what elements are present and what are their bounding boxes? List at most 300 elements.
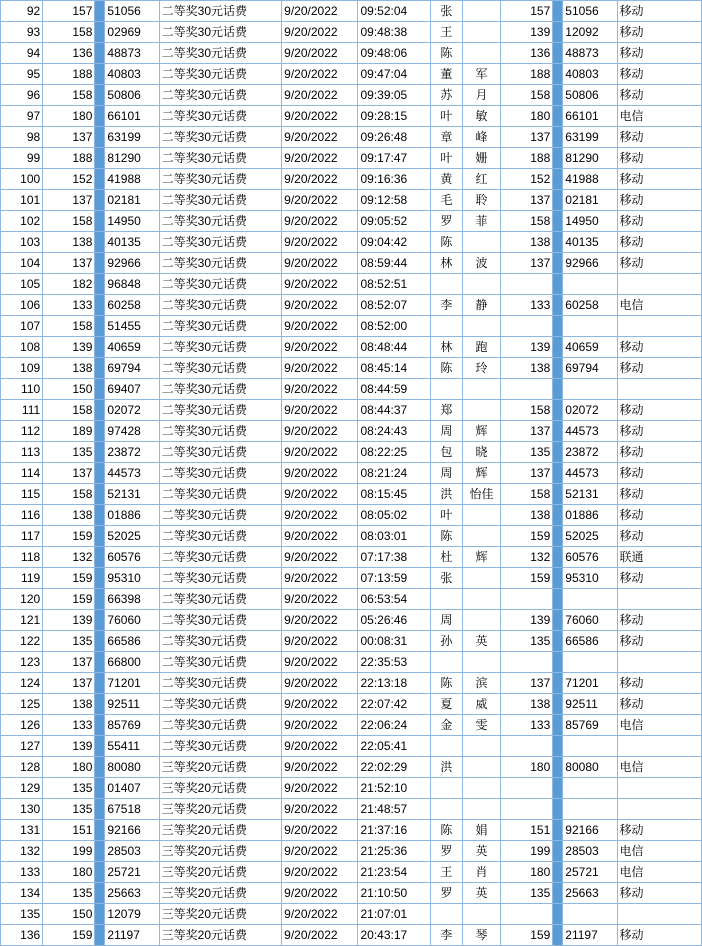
code-cell[interactable]: 25663 xyxy=(105,883,159,904)
prefix-cell[interactable]: 152 xyxy=(43,169,95,190)
row-header-cell[interactable]: 125 xyxy=(1,694,43,715)
table-row[interactable] xyxy=(1,400,702,421)
prefix-confirm-cell[interactable] xyxy=(501,904,553,925)
blue-band-cell[interactable] xyxy=(95,211,105,232)
code-confirm-cell[interactable]: 12092 xyxy=(563,22,617,43)
prefix-confirm-cell[interactable] xyxy=(501,778,553,799)
surname-cell[interactable]: 罗 xyxy=(430,211,462,232)
row-header-cell[interactable]: 131 xyxy=(1,820,43,841)
code-cell[interactable]: 02969 xyxy=(105,22,159,43)
blue-band-cell[interactable] xyxy=(95,274,105,295)
table-row[interactable] xyxy=(1,337,702,358)
prize-cell[interactable]: 二等奖30元话费 xyxy=(159,652,282,673)
surname-cell[interactable]: 叶 xyxy=(430,505,462,526)
blue-band-cell[interactable] xyxy=(553,190,563,211)
prize-cell[interactable]: 二等奖30元话费 xyxy=(159,442,282,463)
blue-band-cell[interactable] xyxy=(95,85,105,106)
date-cell[interactable]: 9/20/2022 xyxy=(282,43,358,64)
date-cell[interactable]: 9/20/2022 xyxy=(282,190,358,211)
surname-cell[interactable]: 金 xyxy=(430,715,462,736)
time-cell[interactable]: 21:23:54 xyxy=(358,862,430,883)
prefix-cell[interactable]: 135 xyxy=(43,631,95,652)
carrier-cell[interactable] xyxy=(617,904,701,925)
prefix-cell[interactable]: 158 xyxy=(43,316,95,337)
time-cell[interactable]: 22:13:18 xyxy=(358,673,430,694)
prize-cell[interactable]: 三等奖20元话费 xyxy=(159,862,282,883)
date-cell[interactable]: 9/20/2022 xyxy=(282,505,358,526)
blue-band-cell[interactable] xyxy=(553,127,563,148)
prefix-cell[interactable]: 137 xyxy=(43,127,95,148)
date-cell[interactable]: 9/20/2022 xyxy=(282,337,358,358)
blue-band-cell[interactable] xyxy=(95,547,105,568)
date-cell[interactable]: 9/20/2022 xyxy=(282,22,358,43)
prefix-confirm-cell[interactable]: 132 xyxy=(501,547,553,568)
blue-band-cell[interactable] xyxy=(553,547,563,568)
prize-cell[interactable]: 三等奖20元话费 xyxy=(159,841,282,862)
given-name-cell[interactable]: 敏 xyxy=(462,106,500,127)
prefix-cell[interactable]: 180 xyxy=(43,757,95,778)
blue-band-cell[interactable] xyxy=(553,631,563,652)
given-name-cell[interactable]: 红 xyxy=(462,169,500,190)
blue-band-cell[interactable] xyxy=(95,568,105,589)
prize-cell[interactable]: 二等奖30元话费 xyxy=(159,190,282,211)
time-cell[interactable]: 09:05:52 xyxy=(358,211,430,232)
blue-band-cell[interactable] xyxy=(553,43,563,64)
blue-band-cell[interactable] xyxy=(553,169,563,190)
date-cell[interactable]: 9/20/2022 xyxy=(282,589,358,610)
given-name-cell[interactable]: 跑 xyxy=(462,337,500,358)
prize-cell[interactable]: 二等奖30元话费 xyxy=(159,631,282,652)
time-cell[interactable]: 07:17:38 xyxy=(358,547,430,568)
given-name-cell[interactable]: 辉 xyxy=(462,421,500,442)
date-cell[interactable]: 9/20/2022 xyxy=(282,925,358,946)
given-name-cell[interactable]: 英 xyxy=(462,883,500,904)
code-confirm-cell[interactable] xyxy=(563,316,617,337)
row-header-cell[interactable]: 110 xyxy=(1,379,43,400)
given-name-cell[interactable]: 峰 xyxy=(462,127,500,148)
prefix-confirm-cell[interactable]: 139 xyxy=(501,610,553,631)
time-cell[interactable]: 22:07:42 xyxy=(358,694,430,715)
table-row[interactable] xyxy=(1,463,702,484)
blue-band-cell[interactable] xyxy=(553,442,563,463)
surname-cell[interactable]: 罗 xyxy=(430,841,462,862)
blue-band-cell[interactable] xyxy=(95,484,105,505)
given-name-cell[interactable]: 怡佳 xyxy=(462,484,500,505)
code-confirm-cell[interactable]: 81290 xyxy=(563,148,617,169)
row-header-cell[interactable]: 106 xyxy=(1,295,43,316)
code-cell[interactable]: 44573 xyxy=(105,463,159,484)
date-cell[interactable]: 9/20/2022 xyxy=(282,673,358,694)
given-name-cell[interactable] xyxy=(462,22,500,43)
prefix-cell[interactable]: 159 xyxy=(43,526,95,547)
prefix-confirm-cell[interactable] xyxy=(501,316,553,337)
prefix-confirm-cell[interactable]: 159 xyxy=(501,526,553,547)
table-row[interactable] xyxy=(1,127,702,148)
prefix-confirm-cell[interactable]: 138 xyxy=(501,694,553,715)
row-header-cell[interactable]: 117 xyxy=(1,526,43,547)
table-row[interactable] xyxy=(1,547,702,568)
blue-band-cell[interactable] xyxy=(95,694,105,715)
prefix-cell[interactable]: 157 xyxy=(43,1,95,22)
row-header-cell[interactable]: 114 xyxy=(1,463,43,484)
blue-band-cell[interactable] xyxy=(95,337,105,358)
table-row[interactable] xyxy=(1,211,702,232)
code-confirm-cell[interactable]: 66586 xyxy=(563,631,617,652)
carrier-cell[interactable] xyxy=(617,778,701,799)
given-name-cell[interactable]: 琴 xyxy=(462,925,500,946)
prefix-confirm-cell[interactable]: 135 xyxy=(501,631,553,652)
code-cell[interactable]: 50806 xyxy=(105,85,159,106)
row-header-cell[interactable]: 95 xyxy=(1,64,43,85)
prize-cell[interactable]: 二等奖30元话费 xyxy=(159,358,282,379)
prefix-cell[interactable]: 188 xyxy=(43,148,95,169)
prefix-cell[interactable]: 135 xyxy=(43,799,95,820)
date-cell[interactable]: 9/20/2022 xyxy=(282,1,358,22)
surname-cell[interactable]: 周 xyxy=(430,610,462,631)
surname-cell[interactable]: 王 xyxy=(430,22,462,43)
code-cell[interactable]: 40803 xyxy=(105,64,159,85)
table-row[interactable] xyxy=(1,568,702,589)
carrier-cell[interactable]: 移动 xyxy=(617,484,701,505)
blue-band-cell[interactable] xyxy=(553,400,563,421)
carrier-cell[interactable]: 电信 xyxy=(617,757,701,778)
carrier-cell[interactable]: 移动 xyxy=(617,505,701,526)
blue-band-cell[interactable] xyxy=(553,715,563,736)
blue-band-cell[interactable] xyxy=(553,757,563,778)
surname-cell[interactable]: 张 xyxy=(430,1,462,22)
time-cell[interactable]: 09:28:15 xyxy=(358,106,430,127)
given-name-cell[interactable]: 英 xyxy=(462,631,500,652)
given-name-cell[interactable]: 晓 xyxy=(462,442,500,463)
prefix-confirm-cell[interactable] xyxy=(501,652,553,673)
prefix-confirm-cell[interactable]: 180 xyxy=(501,106,553,127)
row-header-cell[interactable]: 127 xyxy=(1,736,43,757)
row-header-cell[interactable]: 136 xyxy=(1,925,43,946)
given-name-cell[interactable]: 娟 xyxy=(462,820,500,841)
code-confirm-cell[interactable]: 92511 xyxy=(563,694,617,715)
date-cell[interactable]: 9/20/2022 xyxy=(282,169,358,190)
code-cell[interactable]: 66586 xyxy=(105,631,159,652)
carrier-cell[interactable]: 移动 xyxy=(617,169,701,190)
table-row[interactable] xyxy=(1,106,702,127)
prize-cell[interactable]: 二等奖30元话费 xyxy=(159,232,282,253)
prefix-confirm-cell[interactable]: 133 xyxy=(501,715,553,736)
prefix-cell[interactable]: 133 xyxy=(43,715,95,736)
carrier-cell[interactable]: 移动 xyxy=(617,610,701,631)
code-cell[interactable]: 25721 xyxy=(105,862,159,883)
given-name-cell[interactable] xyxy=(462,505,500,526)
time-cell[interactable]: 08:21:24 xyxy=(358,463,430,484)
code-cell[interactable]: 23872 xyxy=(105,442,159,463)
table-row[interactable] xyxy=(1,652,702,673)
prefix-cell[interactable]: 180 xyxy=(43,862,95,883)
blue-band-cell[interactable] xyxy=(95,757,105,778)
prize-cell[interactable]: 二等奖30元话费 xyxy=(159,64,282,85)
blue-band-cell[interactable] xyxy=(95,1,105,22)
prefix-cell[interactable]: 138 xyxy=(43,232,95,253)
code-cell[interactable]: 52025 xyxy=(105,526,159,547)
surname-cell[interactable] xyxy=(430,652,462,673)
carrier-cell[interactable]: 移动 xyxy=(617,148,701,169)
surname-cell[interactable]: 叶 xyxy=(430,148,462,169)
surname-cell[interactable]: 章 xyxy=(430,127,462,148)
code-cell[interactable]: 52131 xyxy=(105,484,159,505)
blue-band-cell[interactable] xyxy=(95,904,105,925)
surname-cell[interactable]: 叶 xyxy=(430,106,462,127)
carrier-cell[interactable]: 移动 xyxy=(617,43,701,64)
row-header-cell[interactable]: 121 xyxy=(1,610,43,631)
given-name-cell[interactable]: 玲 xyxy=(462,358,500,379)
time-cell[interactable]: 21:48:57 xyxy=(358,799,430,820)
time-cell[interactable]: 22:02:29 xyxy=(358,757,430,778)
code-cell[interactable]: 51056 xyxy=(105,1,159,22)
carrier-cell[interactable] xyxy=(617,799,701,820)
code-cell[interactable]: 69794 xyxy=(105,358,159,379)
prefix-cell[interactable]: 133 xyxy=(43,295,95,316)
carrier-cell[interactable]: 联通 xyxy=(617,547,701,568)
blue-band-cell[interactable] xyxy=(95,253,105,274)
given-name-cell[interactable]: 波 xyxy=(462,253,500,274)
code-confirm-cell[interactable]: 28503 xyxy=(563,841,617,862)
given-name-cell[interactable]: 英 xyxy=(462,841,500,862)
table-row[interactable] xyxy=(1,715,702,736)
date-cell[interactable]: 9/20/2022 xyxy=(282,316,358,337)
carrier-cell[interactable]: 移动 xyxy=(617,673,701,694)
prefix-confirm-cell[interactable]: 188 xyxy=(501,64,553,85)
blue-band-cell[interactable] xyxy=(553,610,563,631)
code-confirm-cell[interactable]: 76060 xyxy=(563,610,617,631)
given-name-cell[interactable] xyxy=(462,736,500,757)
prize-cell[interactable]: 二等奖30元话费 xyxy=(159,148,282,169)
table-row[interactable] xyxy=(1,484,702,505)
code-confirm-cell[interactable]: 14950 xyxy=(563,211,617,232)
row-header-cell[interactable]: 135 xyxy=(1,904,43,925)
table-row[interactable] xyxy=(1,148,702,169)
prefix-confirm-cell[interactable]: 180 xyxy=(501,757,553,778)
date-cell[interactable]: 9/20/2022 xyxy=(282,547,358,568)
blue-band-cell[interactable] xyxy=(553,652,563,673)
time-cell[interactable]: 08:52:07 xyxy=(358,295,430,316)
prize-cell[interactable]: 三等奖20元话费 xyxy=(159,883,282,904)
table-row[interactable] xyxy=(1,169,702,190)
row-header-cell[interactable]: 98 xyxy=(1,127,43,148)
code-confirm-cell[interactable]: 44573 xyxy=(563,463,617,484)
surname-cell[interactable]: 陈 xyxy=(430,358,462,379)
date-cell[interactable]: 9/20/2022 xyxy=(282,127,358,148)
code-cell[interactable]: 01886 xyxy=(105,505,159,526)
blue-band-cell[interactable] xyxy=(553,22,563,43)
code-confirm-cell[interactable]: 02072 xyxy=(563,400,617,421)
code-confirm-cell[interactable] xyxy=(563,274,617,295)
given-name-cell[interactable]: 肖 xyxy=(462,862,500,883)
date-cell[interactable]: 9/20/2022 xyxy=(282,841,358,862)
prefix-cell[interactable]: 150 xyxy=(43,904,95,925)
table-row[interactable] xyxy=(1,85,702,106)
blue-band-cell[interactable] xyxy=(553,316,563,337)
table-row[interactable] xyxy=(1,1,702,22)
prize-cell[interactable]: 二等奖30元话费 xyxy=(159,379,282,400)
row-header-cell[interactable]: 119 xyxy=(1,568,43,589)
row-header-cell[interactable]: 96 xyxy=(1,85,43,106)
blue-band-cell[interactable] xyxy=(95,358,105,379)
date-cell[interactable]: 9/20/2022 xyxy=(282,211,358,232)
blue-band-cell[interactable] xyxy=(553,568,563,589)
prize-cell[interactable]: 二等奖30元话费 xyxy=(159,505,282,526)
code-cell[interactable]: 28503 xyxy=(105,841,159,862)
carrier-cell[interactable] xyxy=(617,379,701,400)
code-cell[interactable]: 71201 xyxy=(105,673,159,694)
blue-band-cell[interactable] xyxy=(95,232,105,253)
code-cell[interactable]: 02181 xyxy=(105,190,159,211)
table-row[interactable] xyxy=(1,274,702,295)
table-row[interactable] xyxy=(1,673,702,694)
time-cell[interactable]: 09:12:58 xyxy=(358,190,430,211)
blue-band-cell[interactable] xyxy=(95,715,105,736)
carrier-cell[interactable]: 移动 xyxy=(617,421,701,442)
prefix-cell[interactable]: 138 xyxy=(43,694,95,715)
time-cell[interactable]: 21:07:01 xyxy=(358,904,430,925)
blue-band-cell[interactable] xyxy=(553,379,563,400)
blue-band-cell[interactable] xyxy=(553,211,563,232)
prefix-cell[interactable]: 158 xyxy=(43,484,95,505)
carrier-cell[interactable]: 移动 xyxy=(617,925,701,946)
prize-cell[interactable]: 二等奖30元话费 xyxy=(159,253,282,274)
blue-band-cell[interactable] xyxy=(553,148,563,169)
prefix-cell[interactable]: 189 xyxy=(43,421,95,442)
prefix-cell[interactable]: 188 xyxy=(43,64,95,85)
prefix-confirm-cell[interactable]: 158 xyxy=(501,85,553,106)
code-cell[interactable]: 01407 xyxy=(105,778,159,799)
prefix-confirm-cell[interactable]: 139 xyxy=(501,337,553,358)
table-row[interactable] xyxy=(1,442,702,463)
prefix-confirm-cell[interactable]: 199 xyxy=(501,841,553,862)
given-name-cell[interactable] xyxy=(462,757,500,778)
time-cell[interactable]: 09:26:48 xyxy=(358,127,430,148)
prefix-confirm-cell[interactable]: 137 xyxy=(501,463,553,484)
prefix-confirm-cell[interactable]: 138 xyxy=(501,505,553,526)
surname-cell[interactable]: 杜 xyxy=(430,547,462,568)
prefix-cell[interactable]: 151 xyxy=(43,820,95,841)
date-cell[interactable]: 9/20/2022 xyxy=(282,64,358,85)
prefix-cell[interactable]: 158 xyxy=(43,22,95,43)
prefix-confirm-cell[interactable]: 157 xyxy=(501,1,553,22)
table-row[interactable] xyxy=(1,778,702,799)
table-row[interactable] xyxy=(1,589,702,610)
code-confirm-cell[interactable]: 60576 xyxy=(563,547,617,568)
code-confirm-cell[interactable]: 52025 xyxy=(563,526,617,547)
time-cell[interactable]: 21:37:16 xyxy=(358,820,430,841)
date-cell[interactable]: 9/20/2022 xyxy=(282,442,358,463)
prefix-confirm-cell[interactable]: 180 xyxy=(501,862,553,883)
blue-band-cell[interactable] xyxy=(95,463,105,484)
code-confirm-cell[interactable] xyxy=(563,799,617,820)
time-cell[interactable]: 08:44:37 xyxy=(358,400,430,421)
given-name-cell[interactable]: 滨 xyxy=(462,673,500,694)
prefix-cell[interactable]: 158 xyxy=(43,211,95,232)
code-confirm-cell[interactable]: 40659 xyxy=(563,337,617,358)
table-row[interactable] xyxy=(1,379,702,400)
carrier-cell[interactable] xyxy=(617,736,701,757)
prefix-confirm-cell[interactable]: 137 xyxy=(501,127,553,148)
time-cell[interactable]: 08:05:02 xyxy=(358,505,430,526)
carrier-cell[interactable] xyxy=(617,274,701,295)
prefix-confirm-cell[interactable]: 136 xyxy=(501,43,553,64)
prefix-confirm-cell[interactable]: 138 xyxy=(501,232,553,253)
time-cell[interactable]: 09:52:04 xyxy=(358,1,430,22)
blue-band-cell[interactable] xyxy=(553,463,563,484)
time-cell[interactable]: 22:06:24 xyxy=(358,715,430,736)
prefix-cell[interactable]: 137 xyxy=(43,190,95,211)
surname-cell[interactable]: 李 xyxy=(430,295,462,316)
prize-cell[interactable]: 三等奖20元话费 xyxy=(159,799,282,820)
prefix-confirm-cell[interactable]: 137 xyxy=(501,253,553,274)
date-cell[interactable]: 9/20/2022 xyxy=(282,820,358,841)
prefix-confirm-cell[interactable] xyxy=(501,379,553,400)
date-cell[interactable]: 9/20/2022 xyxy=(282,484,358,505)
code-confirm-cell[interactable] xyxy=(563,778,617,799)
code-cell[interactable]: 85769 xyxy=(105,715,159,736)
date-cell[interactable]: 9/20/2022 xyxy=(282,631,358,652)
given-name-cell[interactable]: 辉 xyxy=(462,547,500,568)
row-header-cell[interactable]: 129 xyxy=(1,778,43,799)
blue-band-cell[interactable] xyxy=(95,736,105,757)
blue-band-cell[interactable] xyxy=(553,64,563,85)
surname-cell[interactable] xyxy=(430,316,462,337)
prefix-cell[interactable]: 159 xyxy=(43,568,95,589)
blue-band-cell[interactable] xyxy=(95,64,105,85)
surname-cell[interactable] xyxy=(430,736,462,757)
surname-cell[interactable]: 李 xyxy=(430,925,462,946)
blue-band-cell[interactable] xyxy=(553,925,563,946)
code-cell[interactable]: 41988 xyxy=(105,169,159,190)
prize-cell[interactable]: 二等奖30元话费 xyxy=(159,43,282,64)
surname-cell[interactable] xyxy=(430,904,462,925)
prefix-cell[interactable]: 137 xyxy=(43,673,95,694)
prize-cell[interactable]: 二等奖30元话费 xyxy=(159,610,282,631)
prize-cell[interactable]: 二等奖30元话费 xyxy=(159,337,282,358)
given-name-cell[interactable]: 静 xyxy=(462,295,500,316)
prefix-confirm-cell[interactable] xyxy=(501,274,553,295)
date-cell[interactable]: 9/20/2022 xyxy=(282,253,358,274)
given-name-cell[interactable] xyxy=(462,652,500,673)
surname-cell[interactable]: 董 xyxy=(430,64,462,85)
table-row[interactable] xyxy=(1,232,702,253)
date-cell[interactable]: 9/20/2022 xyxy=(282,778,358,799)
surname-cell[interactable]: 陈 xyxy=(430,232,462,253)
date-cell[interactable]: 9/20/2022 xyxy=(282,463,358,484)
blue-band-cell[interactable] xyxy=(95,862,105,883)
blue-band-cell[interactable] xyxy=(95,43,105,64)
carrier-cell[interactable]: 移动 xyxy=(617,463,701,484)
blue-band-cell[interactable] xyxy=(553,253,563,274)
given-name-cell[interactable] xyxy=(462,799,500,820)
code-confirm-cell[interactable]: 41988 xyxy=(563,169,617,190)
code-cell[interactable]: 66398 xyxy=(105,589,159,610)
code-cell[interactable]: 63199 xyxy=(105,127,159,148)
surname-cell[interactable]: 周 xyxy=(430,463,462,484)
prefix-cell[interactable]: 139 xyxy=(43,337,95,358)
blue-band-cell[interactable] xyxy=(95,631,105,652)
carrier-cell[interactable]: 移动 xyxy=(617,337,701,358)
surname-cell[interactable]: 夏 xyxy=(430,694,462,715)
blue-band-cell[interactable] xyxy=(553,295,563,316)
date-cell[interactable]: 9/20/2022 xyxy=(282,400,358,421)
code-confirm-cell[interactable]: 85769 xyxy=(563,715,617,736)
blue-band-cell[interactable] xyxy=(95,400,105,421)
prefix-confirm-cell[interactable]: 188 xyxy=(501,148,553,169)
blue-band-cell[interactable] xyxy=(553,232,563,253)
given-name-cell[interactable]: 菲 xyxy=(462,211,500,232)
